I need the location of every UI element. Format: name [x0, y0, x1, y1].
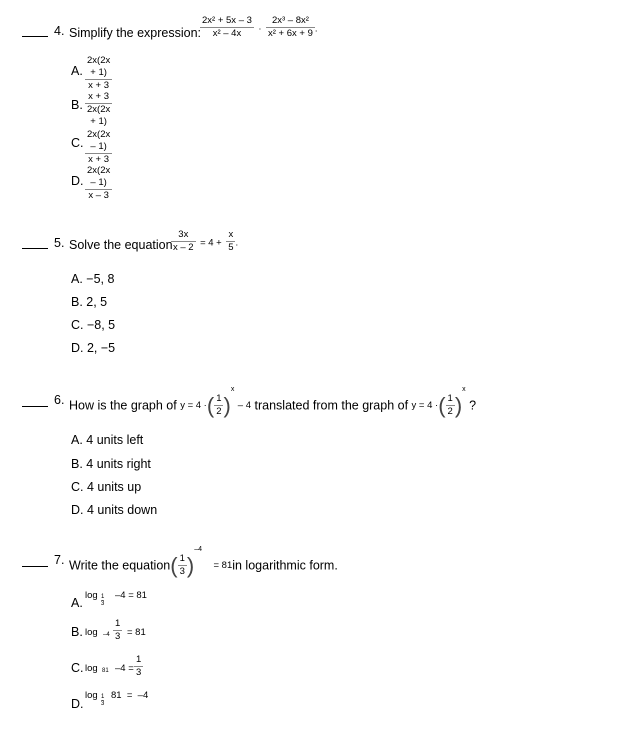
numerator: x + 3 [85, 91, 112, 104]
option-a[interactable] [71, 588, 191, 612]
denominator: 2 [447, 406, 453, 418]
numerator: 2x(2x – 1) [87, 165, 111, 188]
equation-rhs: = 81 [213, 560, 233, 572]
denominator: 2 [216, 406, 222, 418]
option-c[interactable]: C. 4 units up [71, 480, 142, 494]
question-number: 5. [54, 236, 65, 250]
log-rest: 81 = –4 [111, 690, 149, 701]
log-mid: –4 = [115, 663, 134, 674]
numerator: 2x(2x – 1) [87, 129, 111, 152]
left-paren: ( [170, 552, 178, 578]
period: . [235, 237, 239, 249]
question-stem [69, 386, 476, 418]
numerator: 1 [115, 618, 121, 629]
stem-text: Write the equation [69, 558, 171, 573]
equation-lhs: y = 4 · [411, 400, 439, 412]
numerator: 1 [216, 393, 222, 405]
option-b[interactable]: B. 4 units right [71, 457, 151, 471]
multiply-dot: · [258, 23, 262, 35]
option-label: D. [71, 174, 84, 188]
denominator: 3 [101, 601, 105, 607]
option-fraction [85, 129, 112, 166]
option-label: C. [71, 136, 84, 150]
log-text: log [85, 627, 98, 638]
question-expression [171, 229, 238, 254]
denominator: x – 3 [88, 189, 109, 201]
question-expression [200, 15, 318, 40]
log-base: –4 [103, 632, 110, 638]
period: . [314, 23, 318, 35]
exponent: –4 [194, 546, 202, 553]
question-number: 4. [54, 24, 65, 38]
numerator: 1 [447, 393, 453, 405]
equation-tail: – 4 [237, 400, 252, 412]
denominator: 3 [115, 630, 121, 642]
option-label: B. [71, 98, 83, 112]
stem-text: in logarithmic form. [232, 558, 338, 573]
denominator: x – 2 [173, 241, 194, 253]
exponent: x [230, 386, 235, 393]
log-text: log [85, 590, 98, 601]
numerator: 2x(2x + 1) [87, 55, 111, 78]
option-fraction [85, 55, 112, 92]
question-stem [69, 546, 338, 578]
numerator: 1 [101, 694, 105, 700]
log-text: log [85, 663, 98, 674]
option-c[interactable] [71, 654, 191, 682]
option-c[interactable]: C. −8, 5 [71, 318, 116, 332]
answer-blank-4[interactable] [22, 36, 48, 37]
log-rest: –4 = 81 [115, 590, 147, 601]
denominator: 3 [136, 666, 142, 678]
option-d[interactable]: D. 4 units down [71, 503, 158, 517]
option-label: A. [71, 596, 83, 610]
stem-text: How is the graph of [69, 398, 177, 413]
denominator: x + 3 [88, 79, 110, 91]
denominator: x² – 4x [212, 27, 242, 39]
stem-text: translated from the graph of [254, 398, 409, 413]
option-label: A. [71, 64, 83, 78]
option-a[interactable]: A. −5, 8 [71, 272, 115, 286]
denominator: 3 [101, 701, 105, 707]
right-paren: ) [454, 392, 463, 418]
denominator: 5 [228, 241, 234, 253]
option-d[interactable] [71, 688, 191, 714]
log-base-fraction [101, 594, 104, 607]
denominator: x² + 6x + 9 [267, 27, 313, 39]
option-label: D. [71, 697, 84, 711]
option-label: B. [71, 625, 83, 639]
question-number: 7. [54, 553, 65, 567]
option-b[interactable]: B. 2, 5 [71, 295, 108, 309]
fraction [214, 393, 223, 418]
fraction [200, 15, 254, 40]
question-stem: Simplify the expression: [69, 26, 202, 40]
log-text: log [85, 690, 98, 701]
numerator: x [226, 229, 235, 242]
right-paren: ) [223, 392, 231, 418]
fraction [266, 15, 315, 40]
right-paren: ) [186, 552, 195, 578]
fraction [113, 618, 122, 643]
fraction [446, 393, 455, 418]
numerator: 2x³ – 8x² [266, 15, 315, 28]
left-paren: ( [206, 392, 215, 418]
option-label: C. [71, 661, 84, 675]
equation-lhs: y = 4 · [180, 400, 207, 412]
numerator: 3x [171, 229, 196, 242]
left-paren: ( [438, 392, 446, 418]
question-number: 6. [54, 393, 65, 407]
fraction [178, 553, 187, 578]
fraction [171, 229, 196, 254]
denominator: x + 3 [88, 153, 110, 165]
numerator: 1 [101, 594, 105, 600]
stem-text: ? [469, 398, 477, 413]
option-d[interactable]: D. 2, −5 [71, 341, 116, 355]
answer-blank-6[interactable] [22, 406, 48, 407]
numerator: 1 [179, 553, 185, 565]
fraction [134, 654, 143, 679]
option-fraction [85, 91, 112, 128]
question-stem: Solve the equation [69, 238, 173, 252]
option-fraction [85, 165, 112, 202]
answer-blank-7[interactable] [22, 566, 48, 567]
exponent: x [462, 386, 466, 393]
numerator: 1 [136, 654, 142, 665]
denominator: 3 [179, 566, 185, 578]
log-rest: = 81 [127, 627, 146, 638]
numerator: 2x² + 5x – 3 [202, 15, 252, 26]
answer-blank-5[interactable] [22, 248, 48, 249]
log-base-fraction [101, 694, 104, 707]
option-b[interactable] [71, 618, 191, 646]
denominator: 2x(2x + 1) [87, 103, 111, 127]
equals-plus: = 4 + [200, 237, 222, 249]
option-a[interactable]: A. 4 units left [71, 433, 144, 447]
log-base: 81 [102, 668, 109, 674]
